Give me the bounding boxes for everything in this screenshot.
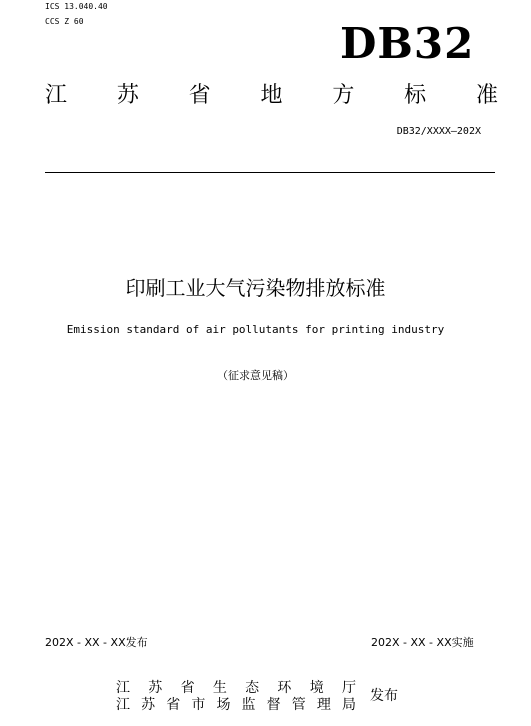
character: 地 [260,83,283,108]
character: 境 [309,680,324,696]
issuer-market-regulation-bureau [116,697,356,713]
character: 准 [475,83,498,108]
character: 厅 [341,680,356,696]
character: 苏 [148,680,163,696]
character: 管 [291,697,306,713]
character: 理 [316,697,331,713]
character: 生 [212,680,227,696]
document-title-english: Emission standard of air pollutants for printing industry [66,323,445,336]
character: 江 [45,83,68,108]
standard-number: DB32/XXXX—202X [396,126,481,137]
character: 苏 [116,83,139,108]
ics-classification: ICS 13.040.40 [45,2,108,11]
character: 态 [245,680,260,696]
character: 江 [116,680,130,696]
standard-code: DB32 [340,19,475,68]
standard-type [45,82,498,110]
character: 省 [166,697,181,713]
character: 监 [241,697,256,713]
character: 省 [180,680,195,696]
issuer-ecology-department [116,680,356,696]
divider-line [45,172,495,173]
issue-date: 202X - XX - XX发布 [45,636,148,649]
document-title-chinese: 印刷工业大气污染物排放标准 [125,276,386,300]
character: 江 [116,697,130,713]
character: 苏 [141,697,156,713]
ccs-classification: CCS Z 60 [45,17,84,26]
publish-label: 发布 [370,688,398,704]
character: 标 [404,83,427,108]
character: 方 [332,83,355,108]
implementation-date: 202X - XX - XX实施 [371,636,474,649]
character: 环 [277,680,292,696]
draft-status: （征求意见稿） [217,369,294,382]
character: 省 [188,83,211,108]
character: 督 [266,697,281,713]
character: 市 [191,697,206,713]
character: 局 [341,697,356,713]
character: 场 [216,697,231,713]
